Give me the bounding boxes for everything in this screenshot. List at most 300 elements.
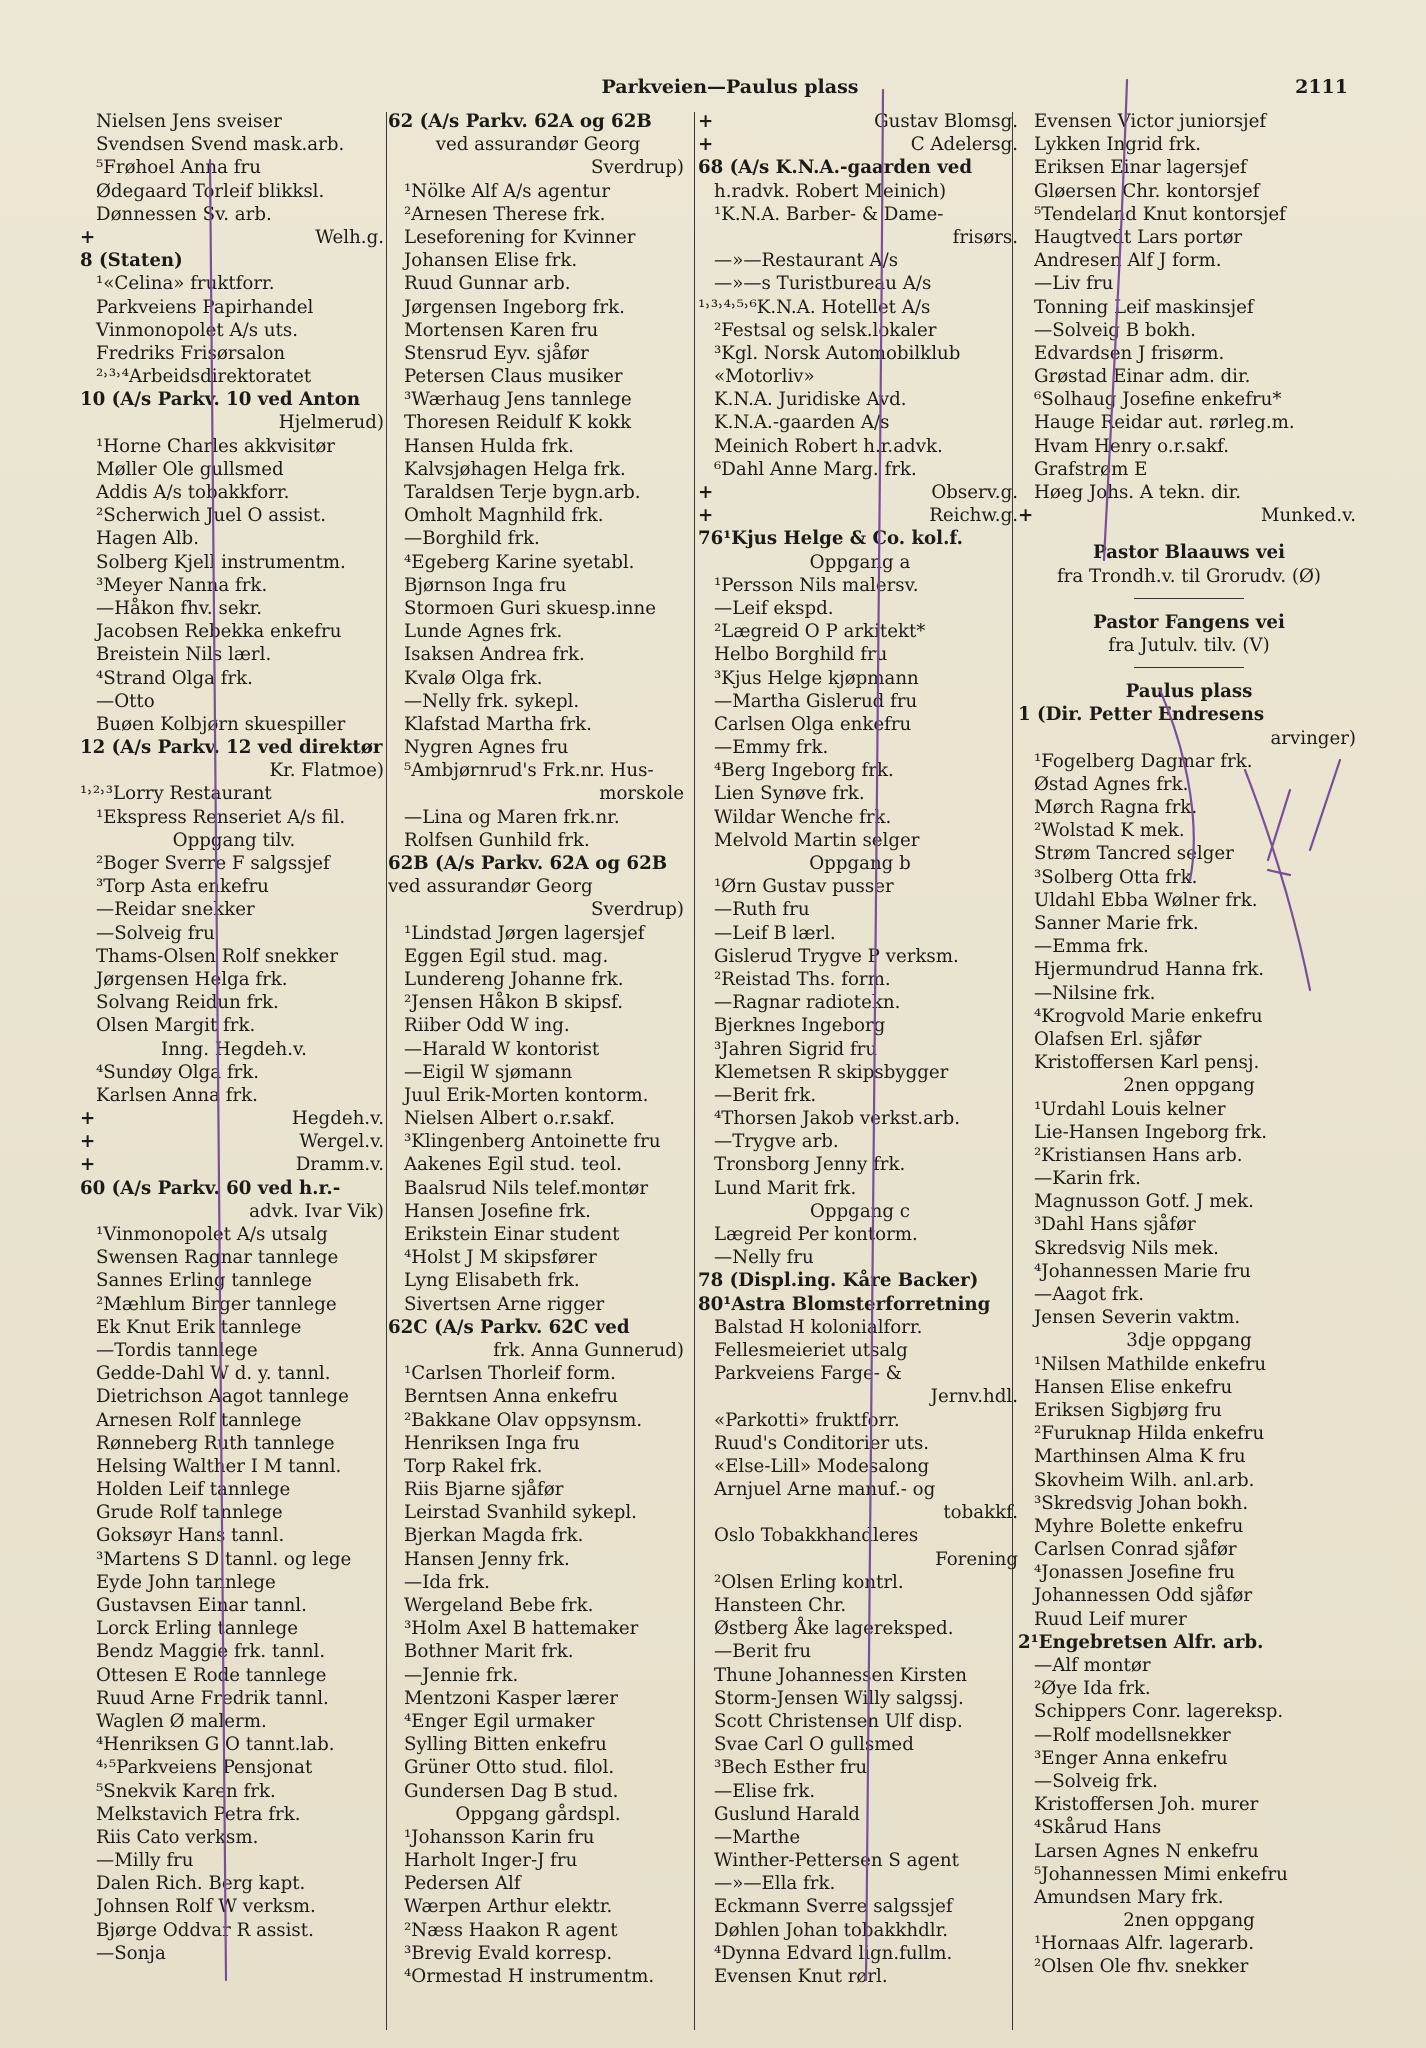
cross-street-icon: + bbox=[80, 1108, 96, 1130]
directory-entry: h.radvk. Robert Meinich) bbox=[714, 180, 947, 202]
directory-entry: ⁴Krogvold Marie enkefru bbox=[1034, 1005, 1263, 1027]
directory-entry: Lunde Agnes frk. bbox=[404, 621, 563, 643]
directory-entry: —Jennie frk. bbox=[404, 1664, 519, 1686]
directory-entry: ¹Carlsen Thorleif form. bbox=[404, 1363, 616, 1385]
directory-entry: Riiber Odd W ing. bbox=[404, 1015, 570, 1037]
directory-entry: —Emma frk. bbox=[1034, 936, 1149, 958]
directory-entry: ²˒³˒⁴Arbeidsdirektoratet bbox=[96, 366, 312, 388]
directory-entry: ⁴Thorsen Jakob verkst.arb. bbox=[714, 1108, 961, 1130]
directory-entry: Aakenes Egil stud. teol. bbox=[404, 1154, 622, 1176]
directory-entry: Harholt Inger-J fru bbox=[404, 1850, 578, 1872]
directory-entry: Goksøyr Hans tannl. bbox=[96, 1525, 285, 1547]
directory-entry: Forening bbox=[935, 1548, 1018, 1570]
directory-entry: ⁶Solhaug Josefine enkefru* bbox=[1034, 389, 1282, 411]
directory-entry: 2nen oppgang bbox=[1123, 1075, 1255, 1097]
directory-entry: —Ruth fru bbox=[714, 899, 810, 921]
directory-entry: Stormoen Guri skuesp.inne bbox=[404, 597, 656, 619]
directory-entry: ²Næss Haakon R agent bbox=[404, 1919, 618, 1941]
directory-entry: Jacobsen Rebekka enkefru bbox=[96, 621, 342, 643]
directory-entry: ⁵Tendeland Knut kontorsjef bbox=[1034, 203, 1286, 225]
directory-entry: Ruud's Conditorier uts. bbox=[714, 1432, 930, 1454]
pen-stroke bbox=[866, 90, 883, 1980]
address-heading: 10 (A/s Parkv. 10 ved Anton bbox=[80, 389, 361, 411]
address-heading: 62C (A/s Parkv. 62C ved bbox=[388, 1316, 630, 1338]
directory-entry: Sverdrup) bbox=[591, 899, 684, 921]
directory-entry: ³Jahren Sigrid fru bbox=[714, 1038, 878, 1060]
directory-entry: ¹Ørn Gustav pusser bbox=[714, 876, 894, 898]
directory-entry: ⁴Enger Egil urmaker bbox=[404, 1710, 595, 1732]
directory-entry: Taraldsen Terje bygn.arb. bbox=[404, 482, 641, 503]
directory-entry: Omholt Magnhild frk. bbox=[404, 505, 604, 527]
directory-entry: advk. Ivar Vik) bbox=[249, 1200, 384, 1222]
directory-entry: ¹Horne Charles akkvisitør bbox=[96, 435, 335, 457]
directory-entry: Helsing Walther I M tannl. bbox=[96, 1455, 342, 1477]
directory-entry: Carlsen Conrad sjåfør bbox=[1034, 1539, 1237, 1561]
directory-entry: ⁴Ormestad H instrumentm. bbox=[404, 1966, 655, 1987]
directory-entry: Berntsen Anna enkefru bbox=[404, 1386, 619, 1408]
directory-entry: Bjerknes Ingeborg bbox=[714, 1015, 886, 1037]
address-heading: 62B (A/s Parkv. 62A og 62B bbox=[388, 853, 668, 874]
directory-entry: Larsen Agnes N enkefru bbox=[1034, 1840, 1259, 1862]
directory-entry: Hansteen Chr. bbox=[714, 1595, 847, 1616]
directory-entry: Svendsen Svend mask.arb. bbox=[96, 134, 345, 156]
directory-entry: Oppgang c bbox=[809, 1200, 910, 1222]
pen-stroke bbox=[1104, 80, 1127, 560]
directory-entry: Solberg Kjell instrumentm. bbox=[96, 551, 346, 573]
directory-entry: Døhlen Johan tobakkhdlr. bbox=[714, 1919, 949, 1941]
directory-entry: Balstad H kolonialforr. bbox=[714, 1316, 923, 1338]
directory-entry: Baalsrud Nils telef.montør bbox=[404, 1177, 649, 1199]
directory-entry: —Ida frk. bbox=[404, 1571, 490, 1593]
directory-entry: ¹K.N.A. Barber- & Dame- bbox=[714, 203, 944, 225]
directory-entry: Breistein Nils lærl. bbox=[96, 644, 272, 666]
cross-street-label: Gustav Blomsg. bbox=[874, 111, 1018, 132]
cross-street-icon: + bbox=[80, 1154, 96, 1176]
directory-entry: ³Bech Esther fru bbox=[714, 1757, 868, 1779]
directory-entry: Solvang Reidun frk. bbox=[96, 992, 279, 1014]
directory-entry: ³Enger Anna enkefru bbox=[1034, 1747, 1228, 1769]
directory-entry: «Else-Lill» Modesalong bbox=[714, 1455, 930, 1477]
directory-entry: ²Bakkane Olav oppsynsm. bbox=[404, 1409, 643, 1431]
cross-street-label: C Adelersg. bbox=[910, 134, 1018, 156]
directory-entry: Wærpen Arthur elektr. bbox=[404, 1896, 613, 1918]
directory-entry: Erikstein Einar student bbox=[404, 1224, 620, 1245]
directory-entry: Rønneberg Ruth tannlege bbox=[96, 1432, 335, 1454]
directory-entry: Kvalø Olga frk. bbox=[404, 667, 543, 689]
directory-entry: Edvardsen J frisørm. bbox=[1034, 342, 1225, 364]
directory-entry: Ek Knut Erik tannlege bbox=[96, 1316, 302, 1338]
directory-entry: Olafsen Erl. sjåfør bbox=[1034, 1028, 1202, 1050]
cross-street-label: Reichw.g. bbox=[929, 505, 1018, 527]
directory-entry: Klemetsen R skipsbygger bbox=[714, 1061, 949, 1083]
directory-entry: ¹Ekspress Renseriet A/s fil. bbox=[96, 806, 346, 828]
directory-entry: Lundereng Johanne frk. bbox=[404, 968, 624, 990]
directory-entry: Høeg Johs. A tekn. dir. bbox=[1034, 482, 1242, 503]
directory-entry: ⁴˒⁵Parkveiens Pensjonat bbox=[96, 1757, 313, 1779]
directory-entry: Riis Cato verksm. bbox=[96, 1826, 259, 1848]
directory-entry: ⁴Dynna Edvard lign.fullm. bbox=[714, 1942, 953, 1964]
directory-entry: —Solveig frk. bbox=[1034, 1770, 1158, 1792]
directory-entry: Kalvsjøhagen Helga frk. bbox=[404, 458, 626, 480]
directory-entry: Helbo Borghild fru bbox=[714, 644, 888, 666]
directory-entry: Eggen Egil stud. mag. bbox=[404, 945, 609, 967]
directory-entry: Bjørnson Inga fru bbox=[404, 574, 567, 596]
directory-entry: ³Brevig Evald korresp. bbox=[404, 1942, 613, 1964]
directory-entry: Sverdrup) bbox=[591, 157, 684, 179]
directory-entry: —Sonja bbox=[96, 1942, 166, 1964]
directory-entry: Isaksen Andrea frk. bbox=[404, 644, 585, 666]
directory-entry: Parkveiens Papirhandel bbox=[96, 296, 314, 318]
directory-entry: Lægreid Per kontorm. bbox=[714, 1224, 918, 1245]
directory-entry: Gislerud Trygve P verksm. bbox=[714, 945, 959, 967]
directory-entry: Ottesen E Rode tannlege bbox=[96, 1664, 327, 1686]
directory-entry: ved assurandør Georg bbox=[388, 876, 593, 898]
directory-entry: Leseforening for Kvinner bbox=[404, 226, 636, 248]
pen-stroke bbox=[1268, 790, 1290, 860]
address-heading: 1 (Dir. Petter Endresens bbox=[1018, 704, 1265, 726]
directory-entry: —Milly fru bbox=[96, 1850, 194, 1872]
directory-entry: fra Trondh.v. til Grorudv. (Ø) bbox=[1056, 565, 1322, 587]
directory-entry: ¹Hornaas Alfr. lagerarb. bbox=[1034, 1933, 1254, 1955]
directory-entry: Gundersen Dag B stud. bbox=[404, 1780, 619, 1802]
directory-entry: Klafstad Martha frk. bbox=[404, 713, 592, 735]
directory-entry: Ruud Gunnar arb. bbox=[404, 273, 571, 295]
directory-entry: Nygren Agnes fru bbox=[404, 737, 569, 759]
directory-entry: Hagen Alb. bbox=[96, 528, 199, 550]
directory-entry: Mørch Ragna frk. bbox=[1034, 797, 1198, 819]
directory-entry: ³Skredsvig Johan bokh. bbox=[1034, 1492, 1249, 1514]
directory-entry: Arnesen Rolf tannlege bbox=[96, 1409, 302, 1431]
cross-street-icon: + bbox=[698, 505, 714, 527]
directory-entry: —Alf montør bbox=[1034, 1655, 1151, 1676]
directory-entry: Amundsen Mary frk. bbox=[1034, 1886, 1224, 1908]
directory-entry: ¹˒³˒⁴˒⁵˒⁶K.N.A. Hotellet A/s bbox=[698, 296, 931, 318]
directory-entry: Lykken Ingrid frk. bbox=[1034, 134, 1202, 156]
cross-street-icon: + bbox=[1018, 505, 1034, 527]
directory-entry: Sanner Marie frk. bbox=[1034, 913, 1199, 934]
pen-stroke bbox=[1310, 760, 1340, 850]
directory-entry: Lund Marit frk. bbox=[714, 1177, 857, 1199]
directory-entry: ³Wærhaug Jens tannlege bbox=[404, 389, 632, 411]
cross-street-label: Dramm.v. bbox=[295, 1154, 384, 1176]
directory-entry: Sivertsen Arne rigger bbox=[404, 1293, 605, 1315]
directory-entry: Addis A/s tobakkforr. bbox=[96, 482, 290, 503]
cross-street-label: Observ.g. bbox=[931, 482, 1018, 503]
directory-entry: ⁴Henriksen G O tannt.lab. bbox=[96, 1734, 335, 1756]
cross-street-icon: + bbox=[698, 482, 714, 503]
directory-entry: —Borghild frk. bbox=[404, 528, 540, 550]
directory-entry: Hjermundrud Hanna frk. bbox=[1034, 959, 1265, 981]
directory-entry: Østberg Åke lagereksped. bbox=[714, 1618, 954, 1640]
directory-entry: Wergeland Bebe frk. bbox=[404, 1595, 594, 1616]
directory-entry: Thams-Olsen Rolf snekker bbox=[96, 945, 339, 967]
directory-entry: K.N.A.-gaarden A/s bbox=[714, 412, 890, 434]
directory-entry: Bjørge Oddvar R assist. bbox=[96, 1919, 314, 1941]
directory-entry: Marthinsen Alma K fru bbox=[1034, 1446, 1246, 1468]
directory-entry: —Leif B lærl. bbox=[714, 922, 836, 944]
directory-entry: Dønnessen Sv. arb. bbox=[96, 203, 272, 225]
cross-street-label: Welh.g. bbox=[315, 226, 384, 248]
directory-entry: Fellesmeieriet utsalg bbox=[714, 1339, 908, 1361]
pen-stroke bbox=[210, 160, 226, 1980]
directory-entry: ²Kristiansen Hans arb. bbox=[1034, 1144, 1243, 1166]
directory-entry: —Berit frk. bbox=[714, 1084, 817, 1106]
directory-entry: Melkstavich Petra frk. bbox=[96, 1803, 301, 1825]
directory-entry: ⁴Berg Ingeborg frk. bbox=[714, 760, 894, 782]
directory-entry: ⁴Jonassen Josefine fru bbox=[1034, 1562, 1235, 1584]
directory-entry: ved assurandør Georg bbox=[435, 134, 641, 156]
directory-entry: Wildar Wenche frk. bbox=[714, 806, 892, 828]
directory-entry: Lorck Erling tannlege bbox=[96, 1618, 299, 1640]
directory-entry: ³Meyer Nanna frk. bbox=[96, 574, 268, 596]
directory-entry: 2nen oppgang bbox=[1123, 1910, 1255, 1932]
directory-entry: ³Kgl. Norsk Automobilklub bbox=[714, 342, 961, 364]
directory-entry: «Parkotti» fruktforr. bbox=[714, 1409, 900, 1431]
directory-entry: Svae Carl O gullsmed bbox=[714, 1734, 914, 1756]
directory-entry: Evensen Knut rørl. bbox=[714, 1966, 888, 1987]
address-heading: 68 (A/s K.N.A.-gaarden ved bbox=[698, 157, 973, 179]
directory-entry: Stensrud Eyv. sjåfør bbox=[404, 342, 589, 364]
directory-entry: —Aagot frk. bbox=[1034, 1284, 1145, 1305]
directory-entry: —Otto bbox=[96, 690, 155, 712]
directory-entry: Møller Ole gullsmed bbox=[96, 458, 284, 480]
address-heading: 76¹Kjus Helge & Co. kol.f. bbox=[698, 528, 963, 550]
directory-entry: —Ragnar radiotekn. bbox=[714, 992, 901, 1014]
directory-entry: Oppgang gårdspl. bbox=[455, 1803, 621, 1825]
directory-entry: Sannes Erling tannlege bbox=[96, 1270, 312, 1292]
directory-entry: Leirstad Svanhild sykepl. bbox=[404, 1502, 637, 1524]
directory-entry: ¹Johansson Karin fru bbox=[404, 1826, 595, 1848]
directory-entry: Buøen Kolbjørn skuespiller bbox=[96, 713, 346, 735]
directory-entry: —Martha Gislerud fru bbox=[714, 690, 918, 712]
directory-entry: Oppgang tilv. bbox=[172, 829, 296, 851]
directory-entry: ¹Vinmonopolet A/s utsalg bbox=[96, 1224, 328, 1245]
page-number: 2111 bbox=[1295, 76, 1348, 98]
address-heading: Pastor Fangens vei bbox=[1093, 611, 1285, 633]
directory-entry: Grude Rolf tannlege bbox=[96, 1502, 283, 1524]
directory-entry: —Lina og Maren frk.nr. bbox=[404, 806, 620, 828]
directory-entry: ⁶Dahl Anne Marg. frk. bbox=[714, 458, 917, 480]
directory-entry: ²Olsen Ole fhv. snekker bbox=[1034, 1956, 1249, 1978]
cross-street-label: Munked.v. bbox=[1260, 505, 1356, 527]
directory-entry: Eriksen Einar lagersjef bbox=[1034, 157, 1247, 179]
directory-entry: frk. Anna Gunnerud) bbox=[493, 1339, 684, 1361]
directory-entry: ²Reistad Ths. form. bbox=[714, 968, 891, 990]
directory-entry: Petersen Claus musiker bbox=[404, 366, 623, 388]
directory-entry: ³Holm Axel B hattemaker bbox=[404, 1618, 639, 1640]
directory-entry: ¹Fogelberg Dagmar frk. bbox=[1034, 750, 1253, 772]
address-heading: 8 (Staten) bbox=[80, 250, 183, 272]
address-heading: 80¹Astra Blomsterforretning bbox=[698, 1293, 991, 1315]
directory-entry: —Emmy frk. bbox=[714, 737, 829, 759]
directory-entry: Guslund Harald bbox=[714, 1803, 860, 1825]
directory-entry: —Nilsine frk. bbox=[1034, 982, 1156, 1004]
directory-entry: Nielsen Albert o.r.sakf. bbox=[404, 1108, 615, 1130]
directory-entry: Skovheim Wilh. anl.arb. bbox=[1034, 1469, 1255, 1491]
directory-entry: Bendz Maggie frk. tannl. bbox=[96, 1641, 326, 1663]
directory-entry: —»—Ella frk. bbox=[714, 1873, 836, 1895]
directory-entry: —Håkon fhv. sekr. bbox=[96, 597, 263, 619]
directory-entry: Ødegaard Torleif blikksl. bbox=[96, 180, 325, 202]
directory-entry: Jensen Severin vaktm. bbox=[1034, 1307, 1241, 1329]
directory-entry: Hjelmerud) bbox=[278, 412, 384, 434]
directory-entry: Melvold Martin selger bbox=[714, 829, 920, 851]
directory-entry: Dalen Rich. Berg kapt. bbox=[96, 1873, 306, 1895]
directory-entry: «Motorliv» bbox=[714, 366, 815, 388]
directory-entry: —Eigil W sjømann bbox=[404, 1061, 573, 1083]
directory-entry: ¹Persson Nils malersv. bbox=[714, 574, 919, 596]
directory-entry: Eyde John tannlege bbox=[96, 1571, 276, 1593]
directory-entry: Dietrichson Aagot tannlege bbox=[96, 1386, 349, 1408]
directory-entry: Johnsen Rolf W verksm. bbox=[96, 1896, 316, 1918]
address-heading: 60 (A/s Parkv. 60 ved h.r.- bbox=[80, 1177, 341, 1199]
directory-entry: Grafstrøm E bbox=[1034, 458, 1148, 480]
directory-entry: Lie-Hansen Ingeborg frk. bbox=[1034, 1121, 1268, 1143]
directory-entry: Storm-Jensen Willy salgssj. bbox=[714, 1687, 964, 1709]
directory-entry: ²Wolstad K mek. bbox=[1034, 820, 1185, 842]
directory-entry: Oppgang a bbox=[809, 551, 911, 573]
directory-entry: Hvam Henry o.r.sakf. bbox=[1034, 435, 1230, 457]
directory-entry: Torp Rakel frk. bbox=[404, 1455, 543, 1477]
directory-entry: ⁵Snekvik Karen frk. bbox=[96, 1780, 276, 1802]
directory-entry: Andresen Alf J form. bbox=[1034, 250, 1222, 272]
directory-entry: ¹˒²˒³Lorry Restaurant bbox=[80, 783, 272, 805]
directory-entry: Hansen Elise enkefru bbox=[1034, 1376, 1233, 1398]
directory-entry: Lyng Elisabeth frk. bbox=[404, 1270, 580, 1292]
directory-entry: Juul Erik-Morten kontorm. bbox=[404, 1084, 649, 1106]
directory-entry: 3dje oppgang bbox=[1126, 1330, 1252, 1352]
directory-entry: ²Olsen Erling kontrl. bbox=[714, 1571, 904, 1593]
cross-street-icon: + bbox=[698, 111, 714, 132]
directory-entry: ²Arnesen Therese frk. bbox=[404, 203, 606, 225]
directory-entry: ¹«Celina» fruktforr. bbox=[96, 273, 275, 295]
directory-entry: Arnjuel Arne manuf.- og bbox=[714, 1479, 936, 1501]
directory-entry: Eriksen Sigbjørg fru bbox=[1034, 1399, 1222, 1421]
directory-entry: ²Lægreid O P arkitekt* bbox=[714, 621, 926, 643]
cross-street-icon: + bbox=[698, 134, 714, 156]
directory-entry: Johannessen Odd sjåfør bbox=[1034, 1585, 1253, 1607]
directory-entry: —Harald W kontorist bbox=[404, 1038, 600, 1060]
directory-entry: ²Mæhlum Birger tannlege bbox=[96, 1293, 337, 1315]
directory-entry: Inng. Hegdeh.v. bbox=[161, 1038, 307, 1060]
directory-entry: ²Jensen Håkon B skipsf. bbox=[404, 992, 623, 1014]
directory-entry: Evensen Victor juniorsjef bbox=[1034, 111, 1267, 132]
cross-street-label: Hegdeh.v. bbox=[291, 1108, 384, 1130]
directory-entry: ⁵Ambjørnrud's Frk.nr. Hus- bbox=[404, 760, 654, 782]
directory-entry: Ruud Arne Fredrik tannl. bbox=[96, 1687, 329, 1709]
directory-entry: Henriksen Inga fru bbox=[404, 1432, 580, 1454]
directory-entry: Oslo Tobakkhandleres bbox=[714, 1525, 919, 1547]
directory-entry: Østad Agnes frk. bbox=[1034, 773, 1189, 795]
directory-entry: Scott Christensen Ulf disp. bbox=[714, 1710, 963, 1732]
directory-entry: Hansen Josefine frk. bbox=[404, 1200, 591, 1222]
directory-entry: ²Furuknap Hilda enkefru bbox=[1034, 1423, 1265, 1445]
directory-entry: Swensen Ragnar tannlege bbox=[96, 1247, 339, 1269]
directory-entry: ²Øye Ida frk. bbox=[1034, 1678, 1151, 1700]
directory-entry: ¹Lindstad Jørgen lagersjef bbox=[404, 922, 645, 944]
directory-entry: —Rolf modellsnekker bbox=[1034, 1724, 1231, 1746]
directory-entry: Eckmann Sverre salgssjef bbox=[714, 1896, 953, 1918]
directory-entry: Rolfsen Gunhild frk. bbox=[404, 829, 590, 851]
directory-entry: Tonning Leif maskinsjef bbox=[1034, 296, 1254, 318]
directory-entry: —Solveig fru bbox=[96, 922, 215, 944]
directory-entry: ³Dahl Hans sjåfør bbox=[1034, 1214, 1196, 1236]
directory-entry: Hauge Reidar aut. rørleg.m. bbox=[1034, 412, 1295, 434]
directory-entry: Holden Leif tannlege bbox=[96, 1479, 291, 1501]
directory-entry: ³Torp Asta enkefru bbox=[96, 876, 269, 898]
directory-entry: —Nelly frk. sykepl. bbox=[404, 690, 580, 712]
directory-entry: Grüner Otto stud. filol. bbox=[404, 1757, 615, 1779]
directory-entry: Schippers Conr. lagereksp. bbox=[1034, 1701, 1284, 1723]
directory-entry: Magnusson Gotf. J mek. bbox=[1034, 1191, 1254, 1213]
directory-entry: Thune Johannessen Kirsten bbox=[714, 1664, 967, 1686]
directory-entry: ³Solberg Otta frk. bbox=[1034, 866, 1198, 888]
directory-entry: morskole bbox=[599, 783, 684, 805]
directory-entry: ⁵Johannessen Mimi enkefru bbox=[1034, 1863, 1288, 1885]
directory-entry: Jørgensen Helga frk. bbox=[96, 968, 288, 990]
address-heading: Pastor Blaauws vei bbox=[1092, 542, 1285, 564]
directory-entry: Johansen Elise frk. bbox=[404, 250, 578, 272]
directory-entry: Thoresen Reidulf K kokk bbox=[404, 412, 632, 434]
directory-entry: ¹Nölke Alf A/s agentur bbox=[404, 180, 611, 202]
directory-entry: —»—s Turistbureau A/s bbox=[714, 273, 932, 295]
directory-entry: arvinger) bbox=[1270, 727, 1356, 749]
directory-entry: —Trygve arb. bbox=[714, 1131, 839, 1153]
directory-entry: ⁴Johannessen Marie fru bbox=[1034, 1260, 1251, 1282]
address-heading: 78 (Displ.ing. Kåre Backer) bbox=[698, 1270, 979, 1292]
directory-entry: Waglen Ø malerm. bbox=[96, 1710, 267, 1732]
directory-entry: Oppgang b bbox=[809, 853, 911, 874]
page-title: Parkveien—Paulus plass bbox=[601, 76, 859, 98]
directory-entry: Grøstad Einar adm. dir. bbox=[1034, 366, 1251, 388]
directory-entry: —Berit fru bbox=[714, 1641, 812, 1663]
directory-entry: ⁴Egeberg Karine syetabl. bbox=[404, 551, 635, 573]
directory-entry: Bjerkan Magda frk. bbox=[404, 1525, 584, 1547]
directory-entry: Uldahl Ebba Wølner frk. bbox=[1034, 889, 1258, 911]
directory-entry: ⁴Strand Olga frk. bbox=[96, 667, 253, 689]
directory-entry: —Tordis tannlege bbox=[96, 1339, 258, 1361]
directory-entry: frisørs. bbox=[952, 226, 1018, 248]
directory-entry: Hansen Hulda frk. bbox=[404, 435, 574, 457]
directory-entry: Kr. Flatmoe) bbox=[269, 760, 384, 782]
directory-entry: Skredsvig Nils mek. bbox=[1034, 1237, 1219, 1259]
directory-entry: —Liv fru bbox=[1034, 273, 1114, 295]
address-heading: 2¹Engebretsen Alfr. arb. bbox=[1018, 1631, 1264, 1653]
directory-entry: Nielsen Jens sveiser bbox=[96, 111, 282, 132]
directory-entry: —Nelly fru bbox=[714, 1247, 814, 1269]
directory-entry: —»—Restaurant A/s bbox=[714, 250, 899, 272]
directory-entry: ²Festsal og selsk.lokaler bbox=[714, 319, 937, 341]
directory-entry: Bothner Marit frk. bbox=[404, 1641, 574, 1663]
directory-entry: —Karin frk. bbox=[1034, 1168, 1141, 1190]
directory-entry: ²Scherwich Juel O assist. bbox=[96, 505, 326, 527]
directory-entry: Gustavsen Einar tannl. bbox=[96, 1595, 307, 1616]
directory-entry: Kristoffersen Joh. murer bbox=[1034, 1794, 1259, 1816]
directory-entry: Mortensen Karen fru bbox=[404, 319, 599, 341]
directory-entry: ³Martens S D tannl. og lege bbox=[96, 1548, 352, 1570]
cross-street-icon: + bbox=[80, 1131, 96, 1153]
directory-entry: Vinmonopolet A/s uts. bbox=[96, 319, 298, 341]
address-heading: Paulus plass bbox=[1125, 681, 1253, 703]
directory-entry: tobakkf. bbox=[943, 1502, 1018, 1524]
directory-entry: Jernv.hdl. bbox=[930, 1386, 1018, 1408]
pen-stroke bbox=[1160, 690, 1194, 880]
directory-entry: ²Boger Sverre F salgssjef bbox=[96, 853, 330, 874]
directory-entry: ⁴Holst J M skipsfører bbox=[404, 1247, 597, 1269]
directory-entry: Riis Bjarne sjåfør bbox=[404, 1479, 564, 1501]
directory-entry: —Solveig B bokh. bbox=[1034, 319, 1196, 341]
directory-entry: Hansen Jenny frk. bbox=[404, 1548, 570, 1570]
